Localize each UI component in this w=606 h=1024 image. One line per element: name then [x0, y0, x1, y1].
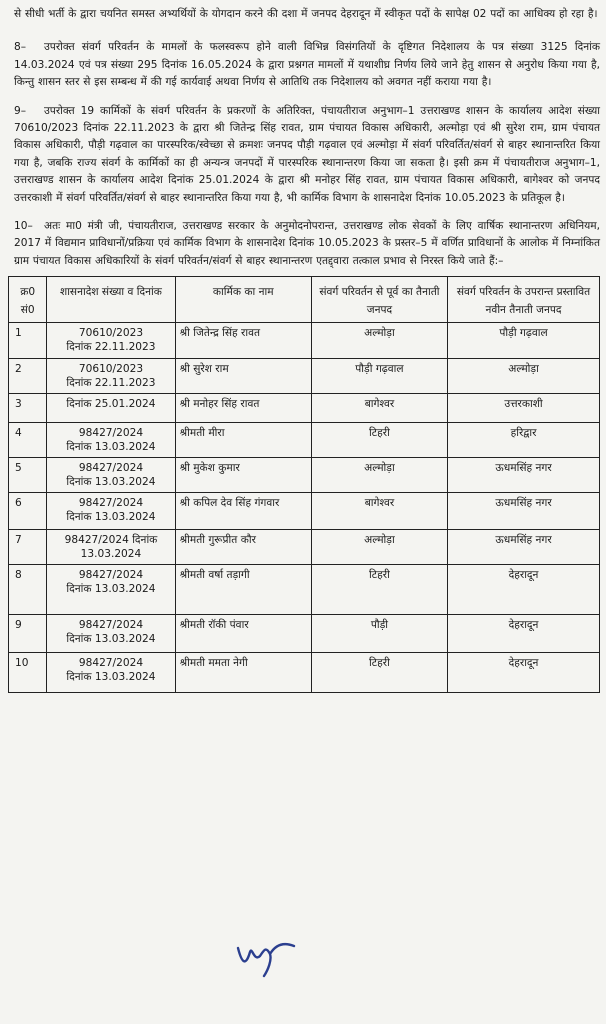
- cell-serial: 8: [9, 565, 47, 615]
- paragraph-7-continuation: से सीधी भर्ती के द्वारा चयनित समस्त अभ्यर्थियों के योगदान करने की दशा में जनपद देहरादून में स्वीकृत पदों के सापेक्ष 02 पदों का आधिक्य हो रहा है।: [14, 8, 598, 20]
- order-date: दिनांक 22.11.2023: [66, 341, 156, 354]
- cell-name: श्री सुरेश राम: [175, 359, 311, 394]
- cell-order: [47, 493, 175, 530]
- cell-before: अल्मोड़ा: [311, 323, 447, 359]
- cell-serial: 3: [9, 394, 47, 423]
- cell-before: बागेश्वर: [311, 493, 447, 530]
- paragraph-8: [14, 39, 600, 91]
- table-row: [9, 493, 600, 530]
- cell-serial: 5: [9, 458, 47, 493]
- table-row: [9, 458, 600, 493]
- cadre-change-table: [8, 276, 600, 693]
- cell-before: अल्मोड़ा: [311, 530, 447, 565]
- table-row: [9, 615, 600, 653]
- order-number: 70610/2023: [78, 327, 144, 340]
- table-body: [9, 323, 600, 693]
- order-number: 98427/2024 दिनांक: [64, 534, 158, 547]
- table-header-row: [9, 277, 600, 323]
- cell-order: [47, 530, 175, 565]
- cell-before: पौड़ी: [311, 615, 447, 653]
- header-order: शासनादेश संख्या व दिनांक: [47, 277, 175, 323]
- paragraph-number: 8–: [14, 41, 27, 54]
- cell-serial: 1: [9, 323, 47, 359]
- table-row: [9, 359, 600, 394]
- header-name: कार्मिक का नाम: [175, 277, 311, 323]
- paragraph-text: अतः मा0 मंत्री जी, पंचायतीराज, उत्तराखण्ड सरकार के अनुमोदनोपरान्त, उत्तराखण्ड लोक सेवकों के लिए वार्षिक स्थानान्तरण अधिनियम, 2017 में विद्यमान प्राविधानों/प्रक्रिया एवं कार्मिक विभाग के शासनादेश दिनांक 10.05.2023 के प्रस्तर–5 में वर्णित प्राविधानों के आलोक में निम्नांकित ग्राम पंचायत विकास अधिकारियों के संवर्ग परिवर्तन/संवर्ग से बाहर स्थानान्तरण एतद्द्वारा तत्काल प्रभाव से निरस्त किये जाते हैं:–: [14, 220, 600, 267]
- cell-name: श्रीमती ममता नेगी: [175, 653, 311, 693]
- cell-order: [47, 615, 175, 653]
- order-date: दिनांक 22.11.2023: [66, 377, 156, 390]
- cell-after: उत्तरकाशी: [448, 394, 600, 423]
- cell-order: [47, 359, 175, 394]
- table-row: [9, 323, 600, 359]
- cell-name: श्री जितेन्द्र सिंह रावत: [175, 323, 311, 359]
- table-row: [9, 653, 600, 693]
- cell-order: [47, 423, 175, 458]
- cell-order: [47, 458, 175, 493]
- cell-after: अल्मोड़ा: [448, 359, 600, 394]
- order-number: 98427/2024: [78, 497, 144, 510]
- paragraph-text: उपरोक्त संवर्ग परिवर्तन के मामलों के फलस्वरूप होने वाली विभिन्न विसंगतियों के दृष्टिगत निदेशालय के पत्र संख्या 3125 दिनांक 14.03.2024 एवं पत्र संख्या 295 दिनांक 16.05.2024 के द्वारा प्रश्नगत मामलों में यथाशीघ्र निर्णय लिये जाने हेतु शासन से अनुरोध किया गया है, किन्तु शासन स्तर से इस सम्बन्ध में की गई कार्यवाई अथवा निर्णय से आतिथि तक निदेशालय को अवगत नहीं कराया गया है।: [14, 41, 600, 89]
- cell-order: [47, 323, 175, 359]
- cell-after: देहरादून: [448, 653, 600, 693]
- cell-before: टिहरी: [311, 423, 447, 458]
- cell-after: देहरादून: [448, 565, 600, 615]
- order-number: 70610/2023: [78, 363, 144, 376]
- cell-name: श्रीमती गुरूप्रीत कौर: [175, 530, 311, 565]
- order-number: 98427/2024: [78, 462, 144, 475]
- order-date: दिनांक 13.03.2024: [66, 633, 156, 646]
- cell-before: अल्मोड़ा: [311, 458, 447, 493]
- cell-after: देहरादून: [448, 615, 600, 653]
- order-date: दिनांक 13.03.2024: [66, 476, 156, 489]
- table-row: [9, 565, 600, 615]
- order-date: दिनांक 13.03.2024: [66, 583, 156, 596]
- cell-name: श्री मनोहर सिंह रावत: [175, 394, 311, 423]
- paragraph-10: [14, 218, 600, 270]
- order-number: 98427/2024: [78, 569, 144, 582]
- cell-serial: 7: [9, 530, 47, 565]
- paragraph-number: 10–: [14, 220, 33, 233]
- cell-serial: 6: [9, 493, 47, 530]
- cell-serial: 4: [9, 423, 47, 458]
- header-before: संवर्ग परिवर्तन से पूर्व का तैनाती जनपद: [311, 277, 447, 323]
- cell-serial: 10: [9, 653, 47, 693]
- order-date: दिनांक 13.03.2024: [66, 511, 156, 524]
- order-number: 98427/2024: [78, 619, 144, 632]
- order-number: 98427/2024: [78, 427, 144, 440]
- table-row: [9, 423, 600, 458]
- cell-after: ऊधमसिंह नगर: [448, 530, 600, 565]
- cell-name: श्री कपिल देव सिंह गंगवार: [175, 493, 311, 530]
- paragraph-text: उपरोक्त 19 कार्मिकों के संवर्ग परिवर्तन के प्रकरणों के अतिरिक्त, पंचायतीराज अनुभाग–1 उत्तराखण्ड शासन के कार्यालय आदेश संख्या 70610/2023 दिनांक 22.11.2023 के द्वारा श्री जितेन्द्र सिंह रावत, ग्राम पंचायत विकास अधिकारी, अल्मोड़ा एवं श्री सुरेश राम, ग्राम पंचायत विकास अधिकारी, पौड़ी गढ़वाल का पारस्परिक/स्वेच्छा से क्रमशः जनपद पौड़ी गढ़वाल एवं अल्मोड़ा में संवर्ग परिवर्तित/संवर्ग से बाहर स्थानान्तरित किया गया है, जबकि राज्य संवर्ग के कार्मिकों का ही अन्यन्त्र जनपदों में पारस्परिक स्थानान्तरण किया जा सकता है। इसी क्रम में पंचायतीराज अनुभाग–1, उत्तराखण्ड शासन के कार्यालय आदेश दिनांक 25.01.2024 के द्वारा श्री मनोहर सिंह रावत, ग्राम पंचायत विकास अधिकारी, बागेश्वर को जनपद उत्तरकाशी में संवर्ग परिवर्तित/संवर्ग से बाहर स्थानान्तरित किया गया है, भी कार्मिक विभाग के शासनादेश दिनांक 10.05.2023 के प्रतिकूल है।: [14, 104, 600, 204]
- table-row: [9, 530, 600, 565]
- order-date: 13.03.2024: [80, 548, 142, 561]
- header-serial: [9, 277, 47, 323]
- table-row: [9, 394, 600, 423]
- cell-name: श्रीमती रॉकी पंवार: [175, 615, 311, 653]
- cell-serial: 2: [9, 359, 47, 394]
- cell-before: टिहरी: [311, 653, 447, 693]
- order-date: दिनांक 13.03.2024: [66, 671, 156, 684]
- cell-name: श्रीमती मीरा: [175, 423, 311, 458]
- cell-order: [47, 394, 175, 423]
- cell-before: पौड़ी गढ़वाल: [311, 359, 447, 394]
- cell-after: पौड़ी गढ़वाल: [448, 323, 600, 359]
- header-serial-line2: सं0: [20, 304, 35, 317]
- cell-after: ऊधमसिंह नगर: [448, 458, 600, 493]
- cell-before: टिहरी: [311, 565, 447, 615]
- signature-mark: [232, 936, 302, 980]
- header-after: संवर्ग परिवर्तन के उपरान्त प्रस्तावित नवीन तैनाती जनपद: [448, 277, 600, 323]
- cell-after: हरिद्वार: [448, 423, 600, 458]
- order-number: 98427/2024: [78, 657, 144, 670]
- order-number: दिनांक 25.01.2024: [66, 398, 156, 411]
- cell-order: [47, 565, 175, 615]
- paragraph-number: 9–: [14, 104, 27, 117]
- cell-after: ऊधमसिंह नगर: [448, 493, 600, 530]
- header-serial-line1: क्र0: [20, 286, 36, 299]
- cell-before: बागेश्वर: [311, 394, 447, 423]
- cell-name: श्री मुकेश कुमार: [175, 458, 311, 493]
- cell-name: श्रीमती वर्षा तड़ागी: [175, 565, 311, 615]
- order-date: दिनांक 13.03.2024: [66, 441, 156, 454]
- cell-serial: 9: [9, 615, 47, 653]
- paragraph-9: [14, 103, 600, 207]
- cell-order: [47, 653, 175, 693]
